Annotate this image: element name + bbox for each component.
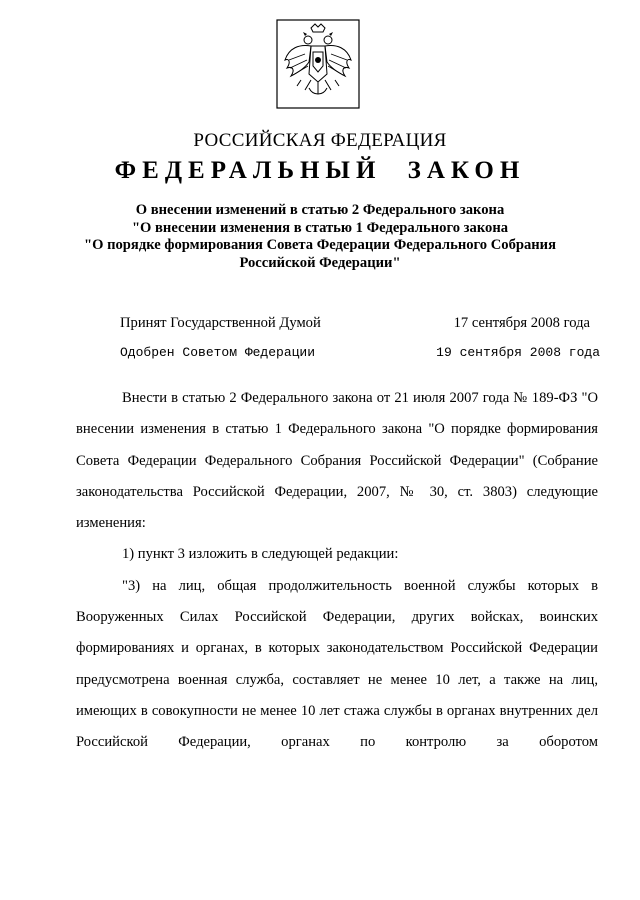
adoption-council-label: Одобрен Советом Федерации [120,345,316,360]
adoption-council-date: 19 сентября 2008 года [436,345,600,360]
adoption-duma-date: 17 сентября 2008 года [453,315,590,331]
law-title-line: "О внесении изменения в статью 1 Федерального закона [131,219,509,236]
law-title-line: Российской Федерации" [239,254,401,271]
law-body [76,383,598,759]
body-quote-paragraph: "3) на лиц, общая продолжительность военной службы которых в Вооруженных Силах Российской Федерации, других войсках, воинских формированиях и органах, в которых законодательством Российской Федерации предусмотрена военная служба, составляет не менее 10 лет, а также на лиц, имеющих в совокупности не менее 10 лет стажа службы в органах внутренних дел Российской Федерации, органах по контролю за оборотом [76,577,598,751]
law-type-heading: ФЕДЕРАЛЬНЫЙ ЗАКОН [114,157,526,184]
body-intro-paragraph: Внести в статью 2 Федерального закона от 21 июля 2007 года № 189-ФЗ "О внесении изменения в статью 1 Федерального закона "О порядке формирования Совета Федерации Федерального Собрания Российской Федерации" (Собрание законодательства Российской Федерации, 2007, № 30, ст. 3803) следующие изменения: [76,390,598,532]
law-title-line: "О порядке формирования Совета Федерации Федерального Собрания [84,237,556,253]
law-title-line: О внесении изменений в статью 2 Федерального закона [135,202,505,218]
law-title [0,202,640,272]
coat-of-arms-icon [275,18,361,110]
adoption-duma-label: Принят Государственной Думой [120,315,321,331]
body-item-paragraph: 1) пункт 3 изложить в следующей редакции: [122,546,399,563]
country-name: РОССИЙСКАЯ ФЕДЕРАЦИЯ [193,130,447,151]
